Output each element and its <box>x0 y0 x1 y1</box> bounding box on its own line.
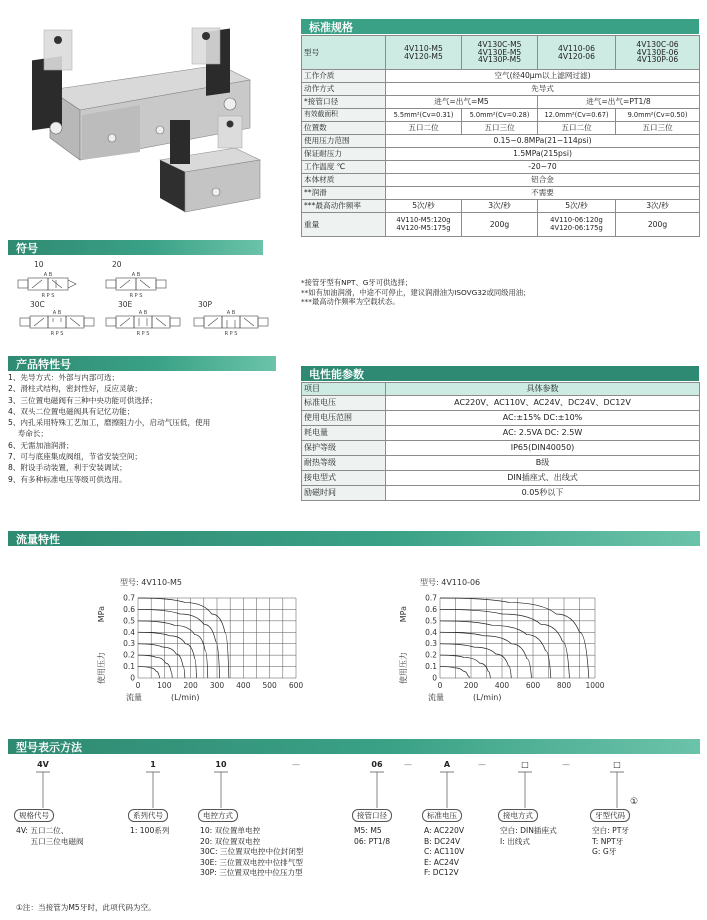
y-axis-label: 使用压力 <box>97 652 106 684</box>
spec-note-2: **如有加油润滑，中途不可停止，建议润滑油为ISOVG32或同级用油； <box>301 287 531 297</box>
x-tick-label: 500 <box>262 681 277 690</box>
code-dash-3: — <box>478 760 486 769</box>
y-tick-label: 0.2 <box>123 650 135 660</box>
sym10-ports-top: A B <box>43 272 53 278</box>
feature-item: 寿命长； <box>8 429 49 439</box>
code-control: 10 <box>215 760 227 769</box>
label-series-code: 系列代号 <box>128 809 168 822</box>
label-spec-code: 规格代号 <box>14 809 54 822</box>
spec-note-1: *接管牙型有NPT、G牙可供选择； <box>301 278 413 287</box>
spec-table <box>301 35 700 237</box>
sym10-ports-bottom: R P S <box>41 293 55 299</box>
y-tick-label: 0.4 <box>425 627 437 637</box>
x-axis-unit: (L/min) <box>473 693 502 702</box>
y-tick-label: 0.6 <box>123 604 135 614</box>
elec-row: 励磁时间 0.05秒以下 <box>302 486 700 501</box>
spec-row-lube: **润滑 不需要 <box>302 187 700 200</box>
desc-control-mode: 10: 双位置单电控 20: 双位置双电控 30C: 三位置双电控中位封闭型 30E: 三位置双电控中位排气型 30P: 三位置双电控中位压力型 <box>200 826 304 877</box>
symbol-30p-icon <box>194 316 268 328</box>
y-tick-label: 0.5 <box>123 616 135 626</box>
code-dash-4: — <box>562 760 570 769</box>
series-line-0.5 <box>138 621 208 678</box>
x-tick-label: 0 <box>135 681 141 690</box>
symbol-label-30e: 30E <box>118 300 133 309</box>
feature-item: 3、三位置电磁阀有三种中央功能可供选择； <box>8 395 158 405</box>
spec-row-action: 动作方式 先导式 <box>302 83 700 96</box>
desc-port-size: M5: M5 06: PT1/8 <box>354 826 391 846</box>
code-thread: □ <box>613 760 621 769</box>
code-wiring: □ <box>521 760 529 769</box>
spec-row-port: *接管口径 进气=出气=M5 进气=出气=PT1/8 <box>302 96 700 109</box>
y-tick-label: 0.2 <box>425 650 437 660</box>
feature-item: 6、无需加油润滑； <box>8 440 74 450</box>
feature-item: 9、有多种标准电压等级可供选用。 <box>8 474 127 484</box>
x-tick-label: 200 <box>183 681 198 690</box>
spec-header-c4: 4V130C-06 4V130E-06 4V130P-06 <box>616 36 700 70</box>
features-list <box>8 372 273 485</box>
x-axis-label: 流量 <box>428 693 444 702</box>
series-line-0.5 <box>440 621 551 678</box>
sym30p-ports-top: A B <box>226 310 236 316</box>
elec-row: 使用电压范围 AC:±15% DC:±10% <box>302 411 700 426</box>
spec-row-medium: 工作介质 空气(经40μm以上滤网过滤) <box>302 70 700 83</box>
y-tick-label: 0.1 <box>123 662 135 672</box>
x-tick-label: 600 <box>525 681 541 690</box>
sym30c-ports-bottom: R P S <box>50 331 64 337</box>
electrical-section-bar: 电性能参数 <box>301 366 699 381</box>
sym20-ports-bottom: R P S <box>129 293 143 299</box>
circle-note-mark: ① <box>630 797 639 807</box>
symbol-label-10: 10 <box>34 260 44 269</box>
y-tick-label: 0 <box>130 673 135 683</box>
x-axis-label: 流量 <box>126 693 142 702</box>
x-tick-label: 300 <box>209 681 225 690</box>
y-tick-label: 0.7 <box>123 593 135 603</box>
series-line-0.3 <box>138 644 185 678</box>
sym30c-ports-top: A B <box>52 310 62 316</box>
symbol-30c-icon <box>20 316 94 328</box>
symbol-label-30c: 30C <box>30 300 45 309</box>
x-tick-label: 400 <box>494 681 510 690</box>
spec-row-proof: 保证耐压力 1.5MPa(215psi) <box>302 148 700 161</box>
spec-row-temp: 工作温度 ℃ -20~70 <box>302 161 700 174</box>
code-dash-1: — <box>292 760 300 769</box>
spec-row-material: 本体材质 铝合金 <box>302 174 700 187</box>
symbol-20-icon <box>106 278 166 290</box>
y-tick-label: 0.1 <box>425 662 437 672</box>
code-port: 06 <box>371 760 383 769</box>
y-tick-label: 0.4 <box>123 627 135 637</box>
series-line-0.1 <box>440 667 469 678</box>
symbol-10-icon <box>18 278 76 290</box>
desc-series-code: 1: 100系列 <box>130 826 170 835</box>
desc-voltage: A: AC220V B: DC24V C: AC110V E: AC24V F: DC12V <box>424 826 465 877</box>
y-axis-unit: MPa <box>97 606 106 623</box>
model-code-section-bar: 型号表示方法 <box>8 739 700 754</box>
valve-large <box>32 28 250 160</box>
feature-item: 1、先导方式：外部与内部可选； <box>8 373 120 382</box>
x-tick-label: 200 <box>463 681 479 690</box>
elec-row: 标准电压 AC220V、AC110V、AC24V、DC24V、DC12V <box>302 396 700 411</box>
elec-row: 保护等级 IP65(DIN40050) <box>302 441 700 456</box>
y-tick-label: 0.7 <box>425 593 437 603</box>
desc-wiring: 空白: DIN插座式 I: 出线式 <box>500 826 557 846</box>
symbol-diagrams <box>8 268 278 340</box>
elec-row: 耗电量 AC: 2.5VA DC: 2.5W <box>302 426 700 441</box>
x-tick-label: 100 <box>157 681 172 690</box>
label-wiring: 接电方式 <box>498 809 538 822</box>
spec-note-3: ***最高动作频率为空载状态。 <box>301 297 400 307</box>
x-tick-label: 800 <box>556 681 572 690</box>
elec-row: 耐热等级 B级 <box>302 456 700 471</box>
spec-header-c3: 4V110-06 4V120-06 <box>538 36 616 70</box>
symbol-30e-icon <box>106 316 180 328</box>
sym30p-ports-bottom: R P S <box>224 331 238 337</box>
spec-header-label: 型号 <box>302 36 386 70</box>
desc-thread: 空白: PT牙 T: NPT牙 G: G牙 <box>592 826 629 856</box>
y-axis-unit: MPa <box>399 606 408 623</box>
flow-chart-06 <box>398 588 613 703</box>
chart1-title: 型号: 4V110-M5 <box>120 578 182 587</box>
code-spec: 4V <box>37 760 49 769</box>
elec-row: 接电型式 DIN插座式、出线式 <box>302 471 700 486</box>
spec-section-bar: 标准规格 <box>301 19 699 34</box>
label-port-size: 接管口径 <box>352 809 392 822</box>
spec-header-c1: 4V110-M5 4V120-M5 <box>386 36 462 70</box>
sym30e-ports-top: A B <box>138 310 148 316</box>
x-tick-label: 0 <box>437 681 443 690</box>
features-section-bar: 产品特性号 <box>8 356 276 371</box>
x-axis-unit: (L/min) <box>171 693 200 702</box>
spec-row-freq: ***最高动作频率 5次/秒 3次/秒 5次/秒 3次/秒 <box>302 200 700 213</box>
code-voltage: A <box>443 760 451 769</box>
spec-notes <box>301 278 701 307</box>
electrical-table <box>301 382 700 501</box>
elec-header-row: 项目 具体参数 <box>302 383 700 396</box>
model-code-lines <box>0 770 707 810</box>
sym20-ports-top: A B <box>131 272 141 278</box>
chart2-title: 型号: 4V110-06 <box>420 578 481 587</box>
spec-header-c2: 4V130C-M5 4V130E-M5 4V130P-M5 <box>462 36 538 70</box>
flow-chart-m5 <box>96 588 326 703</box>
code-dash-2: — <box>404 760 412 769</box>
y-tick-label: 0 <box>432 673 437 683</box>
feature-item: 2、滑柱式结构，密封性好，反应灵敏； <box>8 384 142 394</box>
series-line-0.3 <box>440 644 511 678</box>
flow-section-bar: 流量特性 <box>8 531 700 546</box>
y-tick-label: 0.3 <box>425 639 437 649</box>
symbol-label-30p: 30P <box>198 300 213 309</box>
symbol-label-20: 20 <box>112 260 122 269</box>
x-tick-label: 1000 <box>585 681 605 690</box>
spec-row-position: 位置数 五口二位 五口三位 五口二位 五口三位 <box>302 122 700 135</box>
y-axis-label: 使用压力 <box>399 652 408 684</box>
feature-item: 4、双头二位置电磁阀具有记忆功能； <box>8 406 135 416</box>
sym30e-ports-bottom: R P S <box>136 331 150 337</box>
x-tick-label: 600 <box>288 681 304 690</box>
symbol-section-bar: 符号 <box>8 240 263 255</box>
feature-item: 8、附设手动装置，利于安装调试； <box>8 463 127 473</box>
x-tick-label: 400 <box>236 681 251 690</box>
y-tick-label: 0.6 <box>425 604 437 614</box>
y-tick-label: 0.3 <box>123 639 135 649</box>
spec-header-row <box>302 36 700 70</box>
feature-item: 7、可与底座集成阀组，节省安装空间； <box>8 452 142 462</box>
label-voltage: 标准电压 <box>422 809 462 822</box>
spec-row-pressure-range: 使用压力范围 0.15~0.8MPa(21~114psi) <box>302 135 700 148</box>
label-control-mode: 电控方式 <box>198 809 238 822</box>
spec-row-weight: 重量 4V110-M5:120g 4V120-M5:175g 200g 4V110-06:120g 4V120-06:175g 200g <box>302 213 700 237</box>
model-footnote: ①注：当接管为M5牙时，此项代码为空。 <box>16 903 156 912</box>
series-line-0.1 <box>138 667 160 678</box>
feature-item: 5、内孔采用特殊工艺加工，磨擦阻力小，启动气压低，使用 <box>8 418 211 428</box>
spec-row-area: 有效截面积 5.5mm²(Cv=0.31) 5.0mm²(Cv=0.28) 12.0mm²(Cv=0.67) 9.0mm²(Cv=0.50) <box>302 109 700 122</box>
label-thread: 牙型代码 <box>590 809 630 822</box>
desc-spec-code: 4V: 五口二位、 五口三位电磁阀 <box>16 826 84 846</box>
code-series: 1 <box>150 760 156 769</box>
y-tick-label: 0.5 <box>425 616 437 626</box>
product-image <box>20 20 270 230</box>
